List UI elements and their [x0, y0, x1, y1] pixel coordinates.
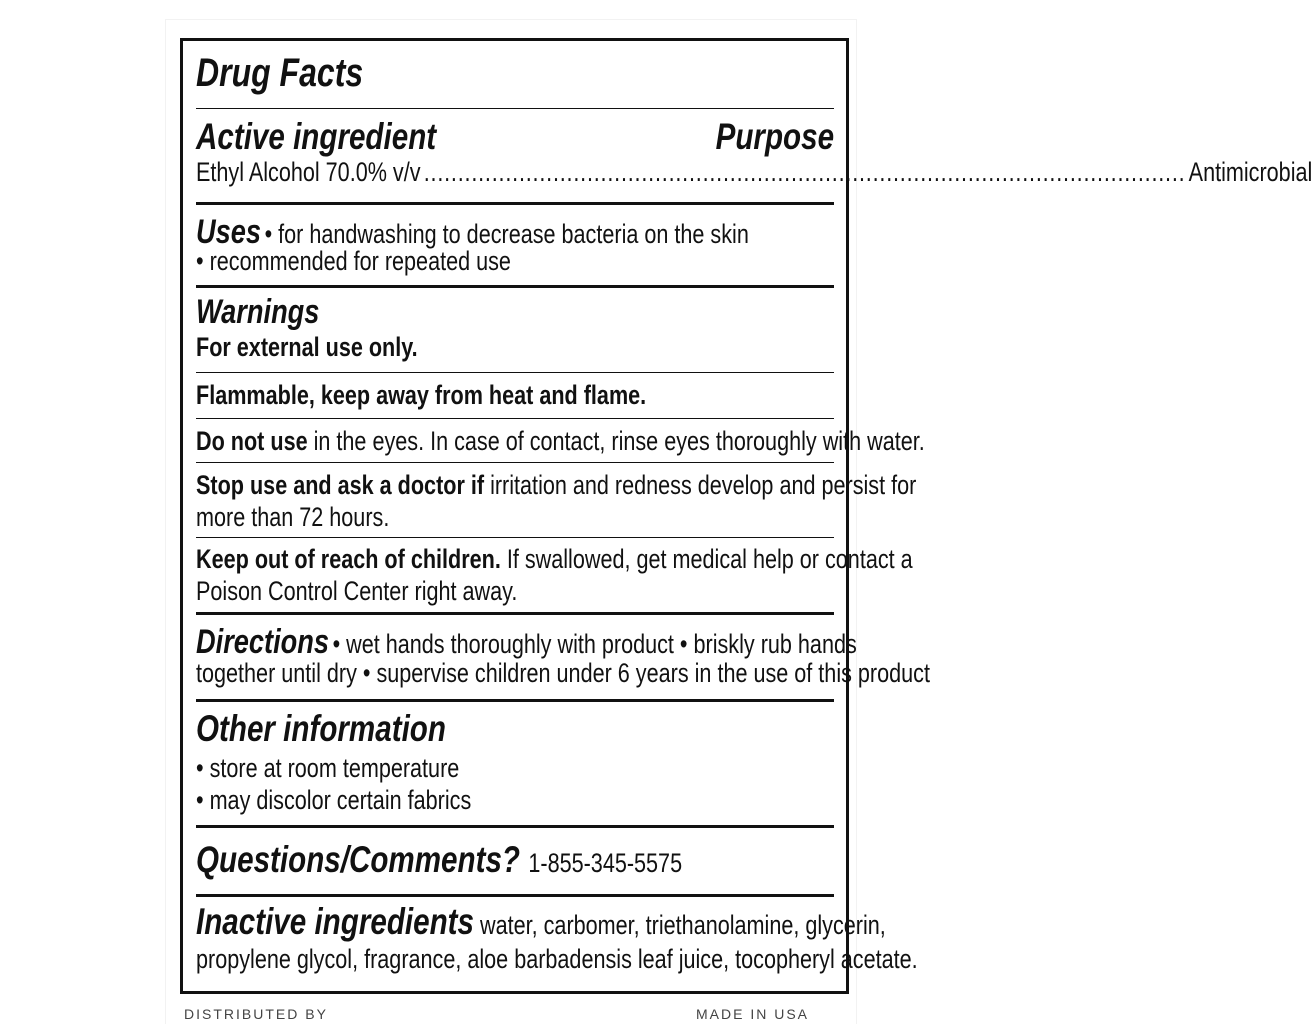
purpose-heading: Purpose	[715, 116, 834, 157]
keep-out-label: Keep out of reach of children.	[196, 544, 501, 574]
inactive-ingredients-heading: Inactive ingredients	[196, 901, 474, 942]
warnings-do-not-use-row	[196, 425, 925, 457]
active-ingredient-heading: Active ingredient	[196, 116, 437, 157]
drug-facts-title: Drug Facts	[196, 51, 364, 95]
warnings-divider-5	[196, 612, 834, 615]
uses-divider	[196, 285, 834, 288]
warnings-section	[196, 293, 834, 363]
inactive-ingredients-line-2: propylene glycol, fragrance, aloe barbadensis leaf juice, tocopheryl acetate.	[196, 944, 918, 974]
do-not-use-text: in the eyes. In case of contact, rinse eyes thoroughly with water.	[307, 426, 925, 456]
directions-heading: Directions	[196, 623, 330, 661]
questions-section	[196, 841, 834, 879]
uses-heading: Uses	[196, 213, 262, 251]
drug-facts-panel	[180, 38, 1312, 994]
directions-divider	[196, 699, 834, 702]
stop-use-text-1: irritation and redness develop and persist for	[484, 470, 917, 500]
warnings-flammable: Flammable, keep away from heat and flame.	[196, 380, 647, 410]
active-ingredient-name: Ethyl Alcohol 70.0% v/v	[196, 157, 421, 187]
footer-made-in: MADE IN USA	[695, 1006, 809, 1022]
warnings-external-use: For external use only.	[196, 332, 418, 362]
keep-out-text-2: Poison Control Center right away.	[196, 576, 518, 606]
uses-line-1: • for handwashing to decrease bacteria on the skin	[264, 219, 749, 249]
questions-divider	[196, 894, 834, 897]
leader-dots: ................................................................................................................	[423, 157, 1186, 187]
active-ingredient-section	[196, 116, 1312, 188]
active-divider	[196, 202, 834, 205]
stop-use-text-2: more than 72 hours.	[196, 502, 390, 532]
directions-line-1: • wet hands thoroughly with product • briskly rub hands	[332, 629, 857, 659]
directions-line-2: together until dry • supervise children under 6 years in the use of this product	[196, 658, 930, 688]
questions-heading: Questions/Comments?	[196, 839, 520, 880]
footer-distributed-by: DISTRIBUTED BY	[184, 1006, 328, 1022]
other-information-line-1: • store at room temperature	[196, 753, 460, 783]
other-information-section	[196, 710, 834, 816]
stop-use-label: Stop use and ask a doctor if	[196, 470, 485, 500]
active-ingredient-row	[196, 156, 1312, 188]
other-information-divider	[196, 825, 834, 828]
warnings-divider-2	[196, 418, 834, 419]
questions-phone: 1-855-345-5575	[528, 848, 683, 878]
warnings-divider-4	[196, 537, 834, 538]
warnings-flammable-row	[196, 379, 834, 411]
uses-section	[196, 213, 834, 277]
active-ingredient-purpose: Antimicrobial	[1188, 157, 1312, 187]
keep-out-text-1: If swallowed, get medical help or contact a	[500, 544, 913, 574]
warnings-keep-out-row	[196, 543, 913, 607]
other-information-line-2: • may discolor certain fabrics	[196, 785, 472, 815]
inactive-ingredients-section	[196, 901, 918, 975]
warnings-divider-1	[196, 372, 834, 373]
inactive-ingredients-line-1: water, carbomer, triethanolamine, glycerin,	[474, 910, 886, 940]
warnings-stop-use-row	[196, 469, 917, 533]
directions-section	[196, 623, 930, 689]
footer-strip	[180, 1006, 849, 1024]
other-information-heading: Other information	[196, 708, 446, 749]
warnings-divider-3	[196, 462, 834, 463]
title-divider	[196, 108, 834, 109]
do-not-use-label: Do not use	[196, 426, 308, 456]
warnings-heading: Warnings	[196, 293, 320, 331]
uses-line-2: • recommended for repeated use	[196, 246, 511, 276]
drug-facts-title-row	[196, 53, 834, 93]
